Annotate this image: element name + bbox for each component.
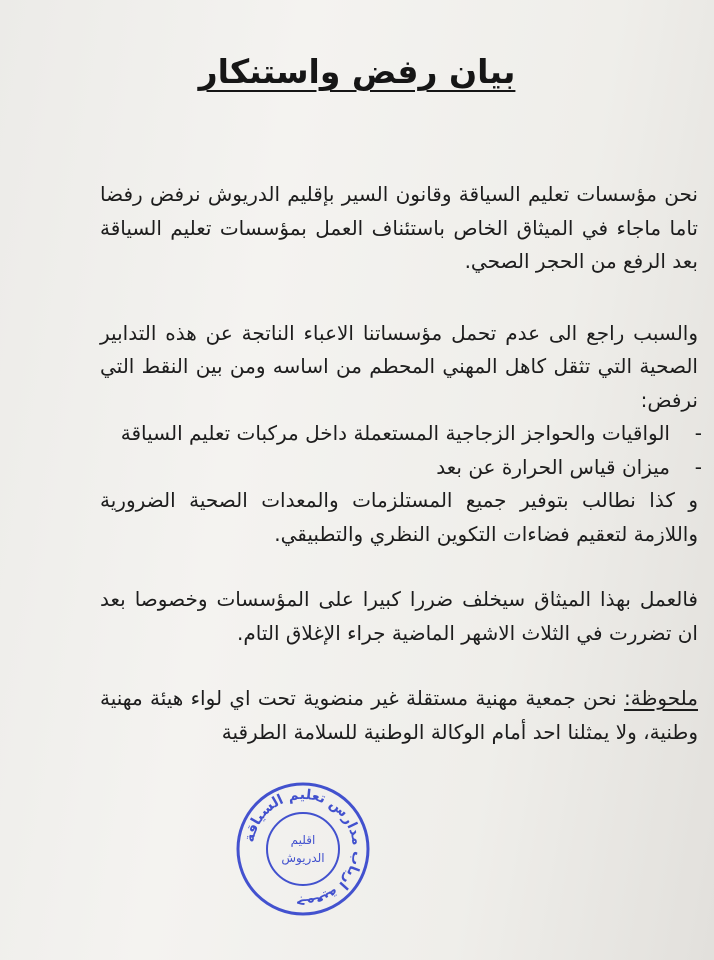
stamp-inner-line2: الدريوش: [281, 851, 325, 865]
paragraph-note: [100, 682, 698, 749]
bullet-dash: -: [694, 421, 702, 445]
bullet-item-barriers: [100, 417, 702, 451]
bullet-text: ميزان قياس الحرارة عن بعد: [436, 454, 670, 479]
paragraph-rejection: نحن مؤسسات تعليم السياقة وقانون السير بإقليم الدريوش نرفض رفضا تاما ماجاء في الميثاق الخاص باستئناف العمل بمؤسسات تعليم السياقة بعد الرفع من الحجر الصحي.: [100, 182, 698, 273]
title-text: بيان رفض واستنكار: [198, 52, 516, 91]
paragraph-demands: و كذا نطالب بتوفير جميع المستلزمات والمعدات الصحية الضرورية واللازمة لتعقيم فضاءات التكوين النظري والتطبيقي.: [100, 488, 698, 546]
bullet-dash: -: [694, 454, 702, 479]
document-title: [0, 52, 714, 91]
bullet-item-thermometer: [100, 451, 702, 485]
svg-text:جمعية ارباب مدارس تعليم السياق: [241, 787, 365, 911]
association-stamp: [234, 780, 372, 918]
bullet-text: الواقيات والحواجز الزجاجية المستعملة داخل مركبات تعليم السياقة: [120, 421, 670, 445]
paragraph-damage: فالعمل بهذا الميثاق سيخلف ضررا كبيرا على المؤسسات وخصوصا بعد ان تضررت في الثلاث الاشهر الماضية جراء الإغلاق التام.: [100, 587, 698, 645]
document-body: [100, 178, 702, 749]
stamp-inner-line1: اقليم: [290, 833, 316, 847]
note-text: نحن جمعية مهنية مستقلة غير منضوية تحت اي لواء هيئة مهنية وطنية، ولا يمثلنا احد أمام الوكالة الوطنية للسلامة الطرقية: [100, 686, 698, 744]
paragraph-reason: والسبب راجع الى عدم تحمل مؤسساتنا الاعباء الناتجة عن هذه التدابير الصحية التي تثقل كاهل المهني المحطم من اساسه ومن بين النقط التي نرفض:: [100, 320, 698, 412]
stamp-outer-text: جمعية ارباب مدارس تعليم السياقة: [241, 786, 366, 912]
note-label: ملحوظة:: [624, 686, 698, 710]
